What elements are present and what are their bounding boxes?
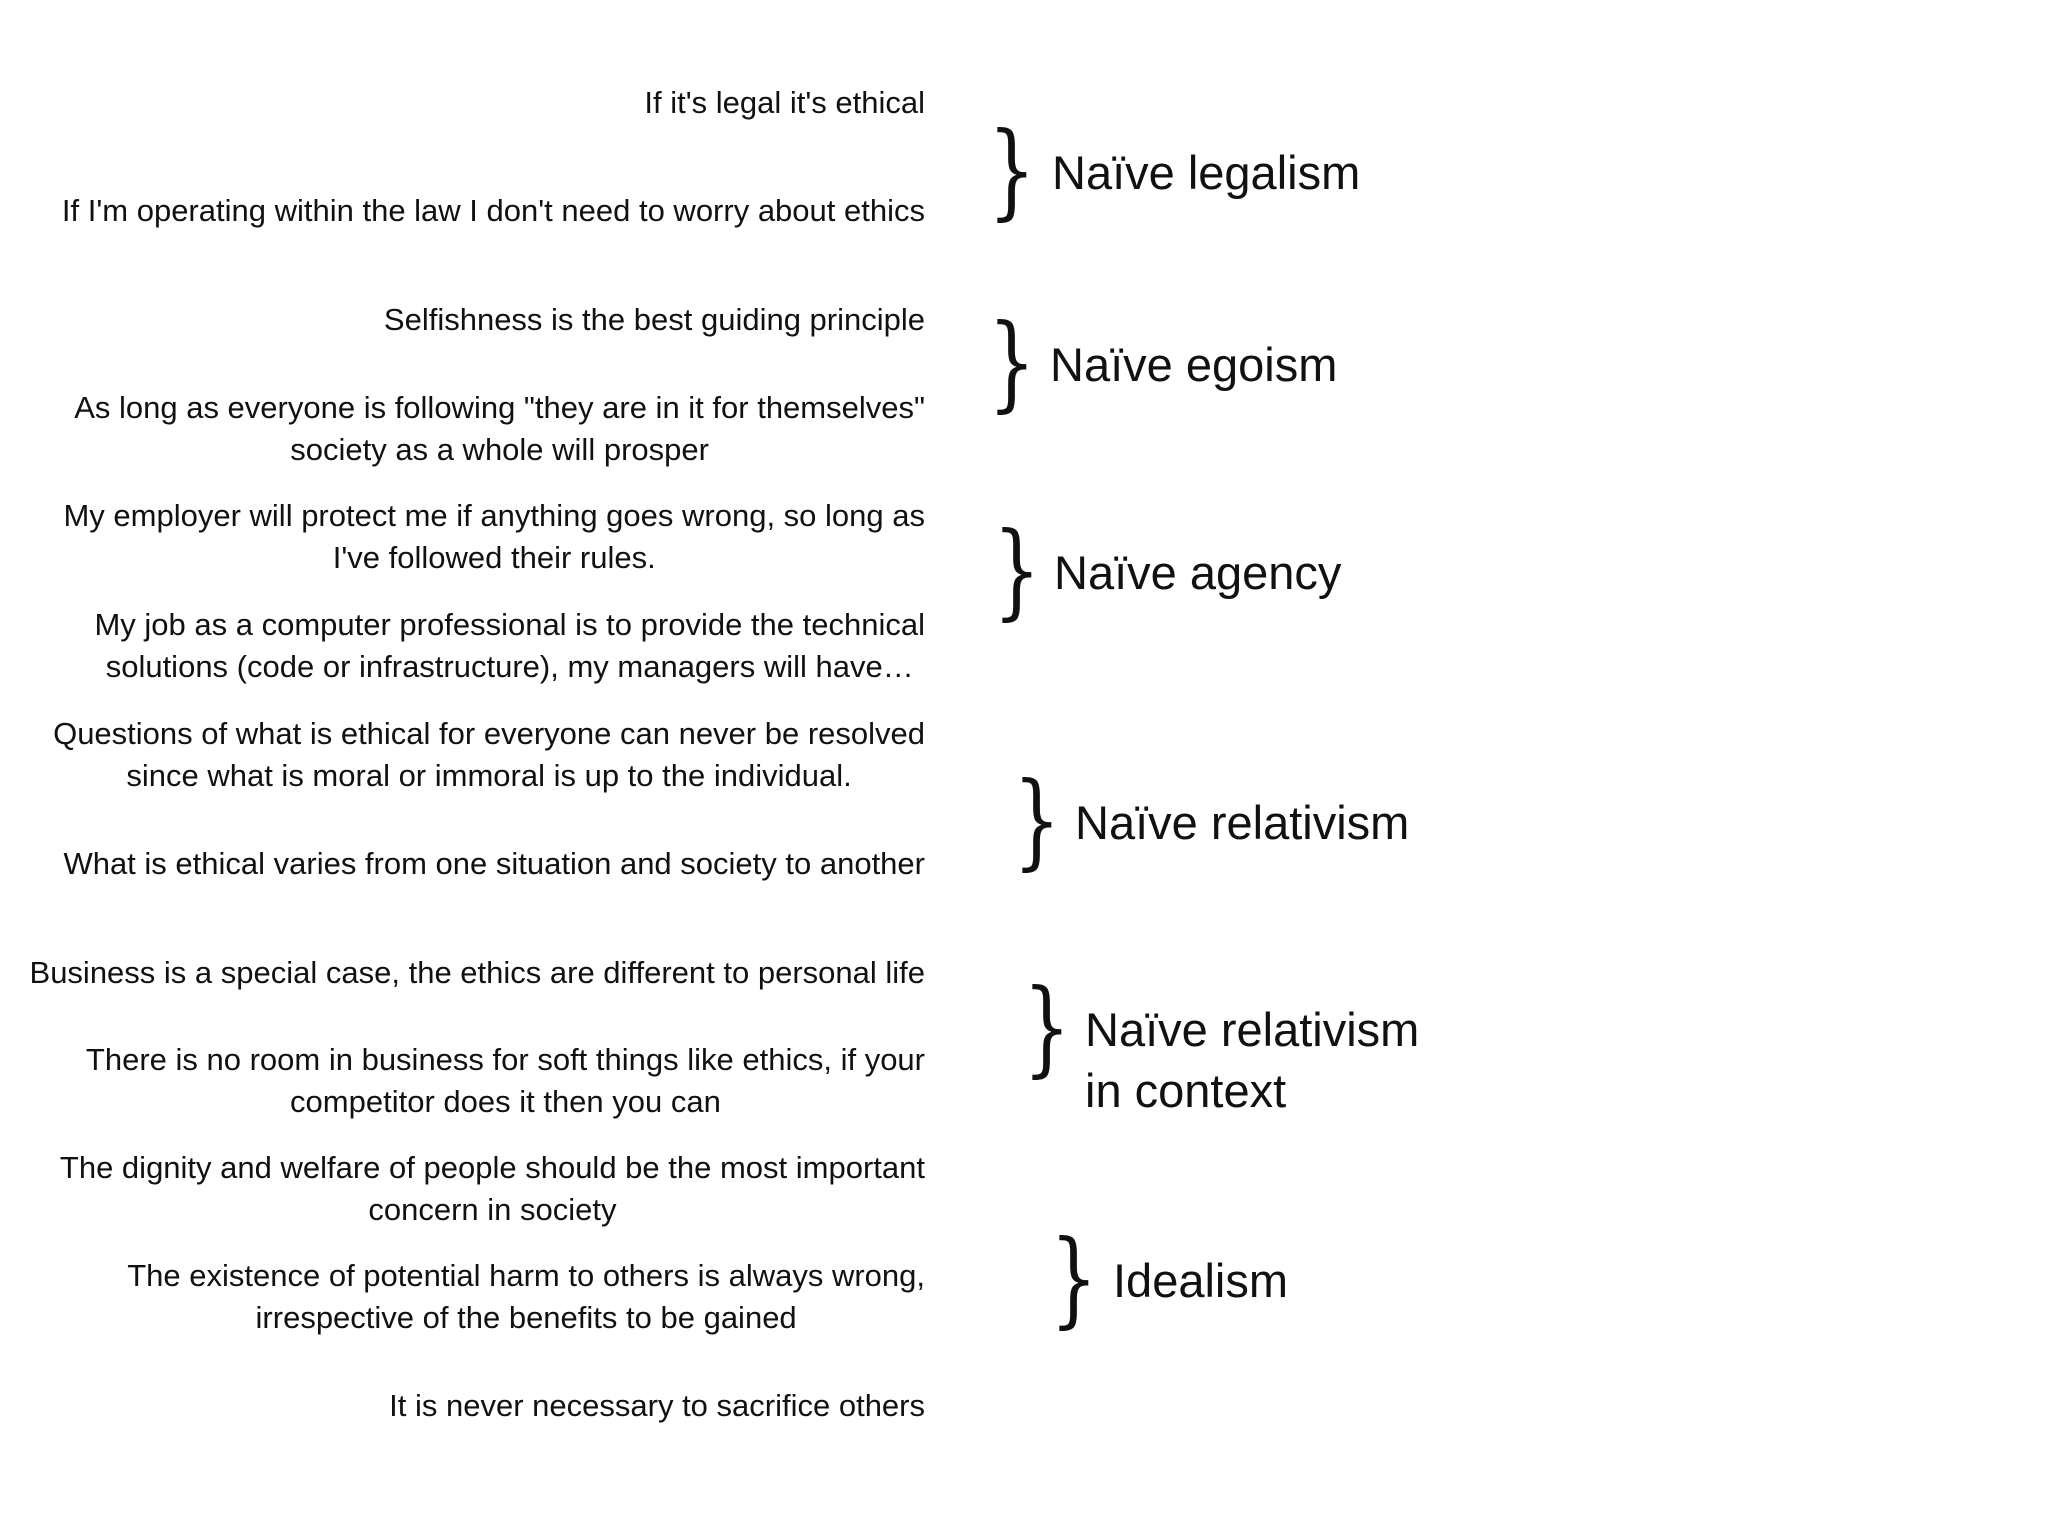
- statement-line: since what is moral or immoral is up to the individual.: [126, 758, 852, 793]
- right-brace: }: [1013, 759, 1061, 881]
- statement: [63, 843, 925, 885]
- category-label-line: Naïve legalism: [1052, 146, 1361, 199]
- right-brace: }: [1023, 966, 1071, 1088]
- right-brace: }: [1050, 1217, 1098, 1339]
- category-label: [1113, 1250, 1288, 1311]
- statement: [389, 1385, 925, 1427]
- statement: [60, 1147, 925, 1231]
- statement-line: irrespective of the benefits to be gained: [255, 1300, 797, 1335]
- category-label-line: Naïve agency: [1054, 546, 1342, 599]
- statement-line: What is ethical varies from one situation and society to another: [63, 846, 925, 881]
- statement-line: society as a whole will prosper: [290, 432, 709, 467]
- statement: [63, 495, 925, 579]
- category-label: [1054, 542, 1341, 603]
- statement-line: As long as everyone is following "they are in it for themselves": [74, 390, 925, 425]
- statement-line: Questions of what is ethical for everyone can never be resolved: [53, 716, 925, 751]
- statement: [30, 952, 925, 994]
- right-brace: }: [993, 509, 1041, 631]
- statement: [94, 604, 925, 688]
- category-label: [1052, 142, 1360, 203]
- statement: [384, 299, 925, 341]
- statement: [74, 387, 925, 471]
- right-brace: }: [988, 109, 1036, 231]
- category-label-line: Naïve relativism: [1075, 796, 1410, 849]
- category-label-line: Idealism: [1113, 1254, 1289, 1307]
- statement: [644, 82, 925, 124]
- category-label-line: Naïve egoism: [1050, 338, 1338, 391]
- statement-line: There is no room in business for soft things like ethics, if your: [85, 1042, 925, 1077]
- category-label-line: in context: [1085, 1064, 1287, 1117]
- statement-line: My employer will protect me if anything goes wrong, so long as: [63, 498, 925, 533]
- statement-line: concern in society: [368, 1192, 617, 1227]
- statement-line: Selfishness is the best guiding principle: [383, 302, 925, 337]
- category-label: [1075, 792, 1409, 853]
- statement: [127, 1255, 925, 1339]
- statement-line: If I'm operating within the law I don't need to worry about ethics: [61, 193, 925, 228]
- statement-line: competitor does it then you can: [290, 1084, 721, 1119]
- statement: [53, 713, 925, 797]
- category-label-line: Naïve relativism: [1085, 1003, 1420, 1056]
- statement-line: My job as a computer professional is to provide the technical: [94, 607, 925, 642]
- right-brace: }: [988, 301, 1036, 423]
- statement-line: I've followed their rules.: [332, 540, 656, 575]
- statement-line: Business is a special case, the ethics are different to personal life: [29, 955, 925, 990]
- statement-line: solutions (code or infrastructure), my managers will have…: [105, 649, 914, 684]
- category-label: [1085, 999, 1419, 1121]
- statement: [62, 190, 925, 232]
- statement-line: It is never necessary to sacrifice others: [389, 1388, 925, 1423]
- statement-line: The dignity and welfare of people should be the most important: [59, 1150, 925, 1185]
- statement-line: The existence of potential harm to others is always wrong,: [127, 1258, 925, 1293]
- statement: [86, 1039, 925, 1123]
- category-label: [1050, 334, 1337, 395]
- statement-line: If it's legal it's ethical: [644, 85, 925, 120]
